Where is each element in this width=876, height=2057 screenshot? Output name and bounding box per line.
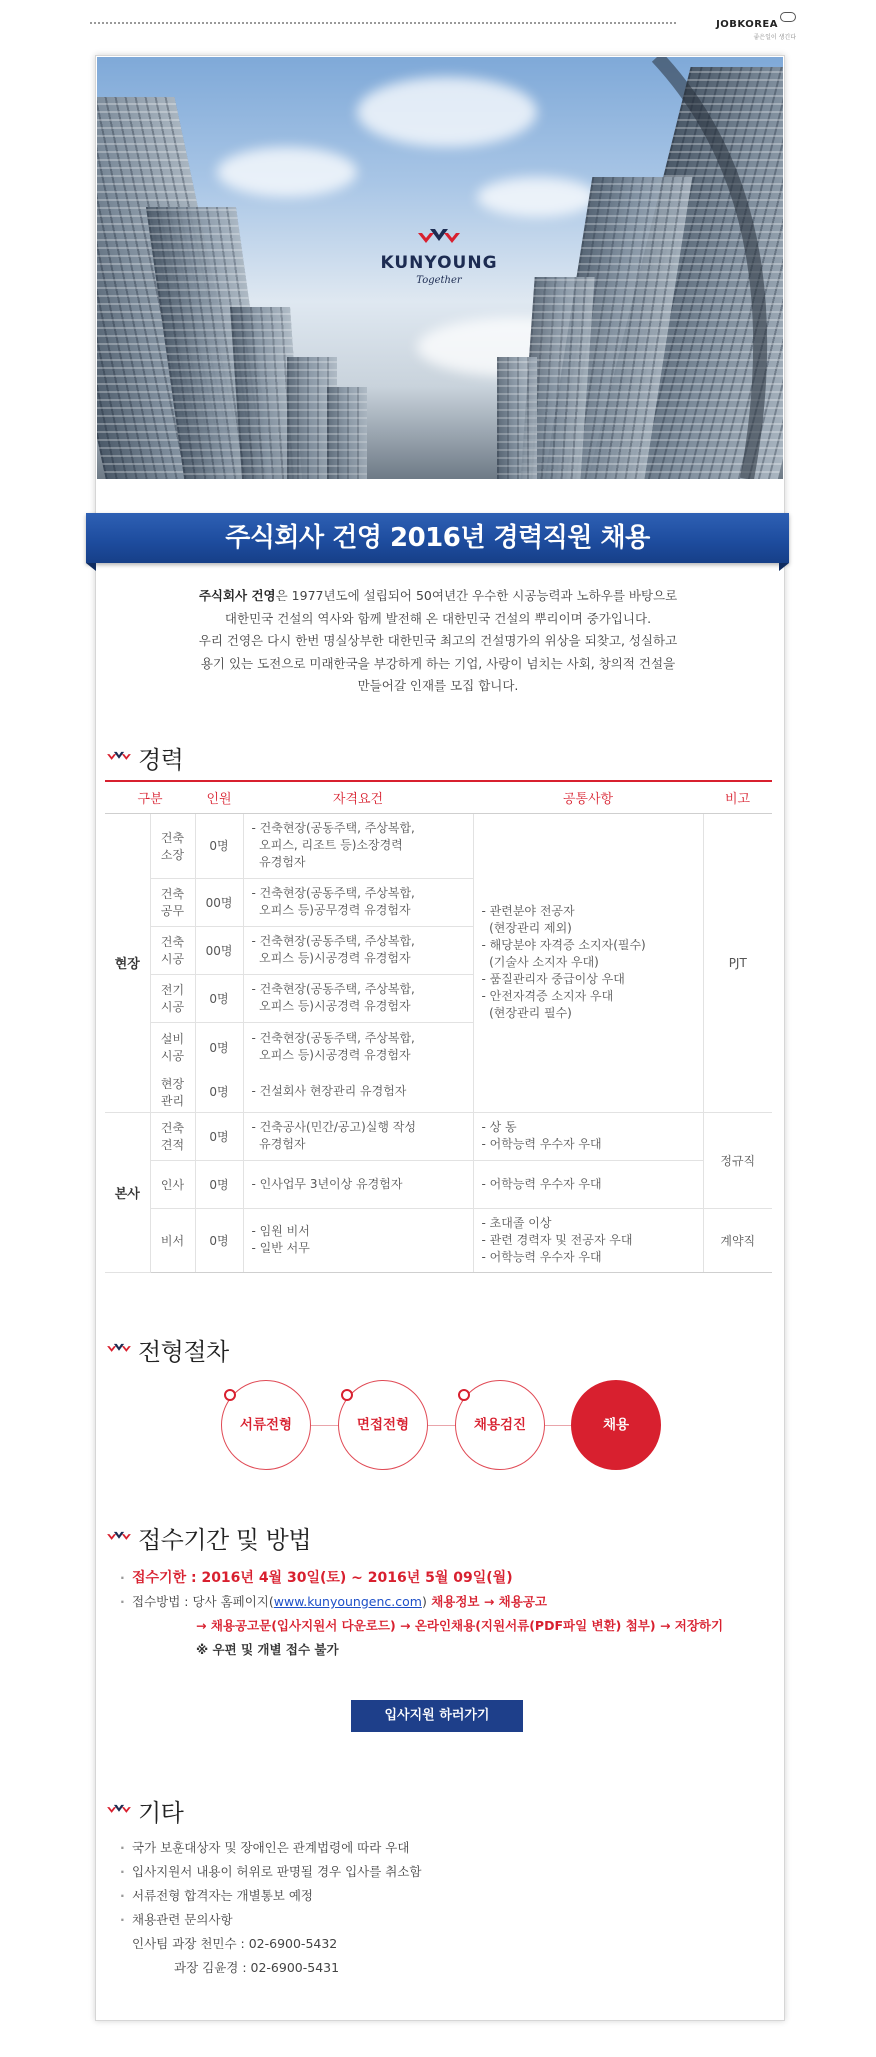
cell-req: - 건축공사(민간/공고)실행 작성 유경험자: [243, 1112, 473, 1160]
cell-part: 현장 관리: [150, 1072, 195, 1112]
cell-part: 전기 시공: [150, 974, 195, 1022]
step-dot-icon: [341, 1389, 353, 1401]
section-career-heading: [106, 742, 183, 772]
cell-req: - 건축현장(공동주택, 주상복합, 오피스 등)시공경력 유경험자: [243, 1022, 473, 1072]
step-dot-icon: [458, 1389, 470, 1401]
cell-req: - 인사업무 3년이상 유경험자: [243, 1160, 473, 1208]
col-header-count: 인원: [195, 781, 243, 813]
cell-req: - 건축현장(공동주택, 주상복합, 오피스, 리조트 등)소장경력 유경험자: [243, 813, 473, 878]
career-table: [105, 780, 772, 1273]
col-header-req: 자격요건: [243, 781, 473, 813]
table-row: [105, 1112, 772, 1160]
table-header-row: [105, 781, 772, 813]
apply-method-label: 접수방법 : 당사 홈페이지(: [132, 1594, 274, 1609]
apply-button[interactable]: 입사지원 하러가기: [351, 1700, 523, 1732]
apply-period-label: 접수기한 :: [132, 1570, 202, 1586]
apply-method-path2: → 채용공고문(입사지원서 다운로드) → 온라인채용(지원서류(PDF파일 변환) 첨부) → 저장하기: [196, 1618, 724, 1633]
intro-line4: 용기 있는 도전으로 미래한국을 부강하게 하는 기업, 사랑이 넘치는 사회, 창의적 건설을: [200, 655, 676, 671]
top-header: [90, 12, 796, 41]
jobkorea-logo-name: JOBKOREA: [716, 19, 778, 30]
table-row: [105, 813, 772, 878]
intro-company: 주식회사 건영: [198, 588, 276, 603]
cell-part: 인사: [150, 1160, 195, 1208]
section-career-title: 경력: [138, 745, 184, 774]
cell-site-note: PJT: [703, 813, 772, 1112]
cell-req: - 건축현장(공동주택, 주상복합, 오피스 등)시공경력 유경험자: [243, 974, 473, 1022]
cell-part: 건축 소장: [150, 813, 195, 878]
step-label: 서류전형: [239, 1417, 293, 1433]
kunyoung-mark-icon: [106, 1530, 132, 1544]
cell-req: - 건축현장(공동주택, 주상복합, 오피스 등)공무경력 유경험자: [243, 878, 473, 926]
cell-count: 00명: [195, 878, 243, 926]
cell-part: 비서: [150, 1208, 195, 1272]
step-label: 채용검진: [473, 1417, 527, 1433]
cell-count: 0명: [195, 813, 243, 878]
kunyoung-mark-icon: [106, 750, 132, 764]
cell-count: 0명: [195, 1072, 243, 1112]
jobkorea-logo[interactable]: [680, 12, 796, 41]
kunyoung-mark-icon: [106, 1342, 132, 1356]
cell-regular-note: 정규직: [703, 1112, 772, 1208]
contact-line-2: 과장 김윤경 : 02-6900-5431: [174, 1960, 340, 1975]
step-connector: [545, 1425, 573, 1426]
cell-count: 0명: [195, 1022, 243, 1072]
section-etc-heading: [106, 1795, 183, 1825]
kunyoung-mark-icon: [106, 1803, 132, 1817]
step-connector: [428, 1425, 456, 1426]
step-hire: [571, 1380, 661, 1470]
cell-req: - 임원 비서 - 일반 서무: [243, 1208, 473, 1272]
list-item: · 서류전형 합격자는 개별통보 예정: [118, 1884, 758, 1908]
page-title: 주식회사 건영 2016년 경력직원 채용: [86, 513, 789, 563]
apply-period-value: 2016년 4월 30일(토) ~ 2016년 5월 09일(월): [201, 1570, 513, 1586]
cell-req: - 건설회사 현장관리 유경험자: [243, 1072, 473, 1112]
kunyoung-mark-icon: [416, 227, 462, 249]
intro-line3: 우리 건영은 다시 한번 명실상부한 대한민국 최고의 건설명가의 위상을 되찾고, 성실하고: [198, 633, 678, 648]
cell-common: - 어학능력 우수자 우대: [473, 1160, 703, 1208]
cell-part: 건축 시공: [150, 926, 195, 974]
step-dot-icon: [224, 1389, 236, 1401]
process-steps: [221, 1380, 661, 1470]
apply-method: [118, 1590, 758, 1614]
col-header-part: 구분: [105, 781, 195, 813]
cell-site-common: - 관련분야 전공자 (현장관리 제외) - 해당분야 자격증 소지자(필수) (기술사 소지자 우대) - 품질관리자 중급이상 우대 - 안전자격증 소지자 우대 (현장관리 필수): [473, 813, 703, 1112]
list-item: · 채용관련 문의사항: [118, 1908, 758, 1932]
cell-count: 0명: [195, 1208, 243, 1272]
homepage-link[interactable]: www.kunyoungenc.com: [273, 1594, 422, 1609]
cell-count: 0명: [195, 1112, 243, 1160]
intro-line5: 만들어갈 인재를 모집 합니다.: [357, 678, 519, 693]
kunyoung-brand: KUNYOUNG: [380, 253, 498, 273]
step-label: 면접전형: [356, 1417, 410, 1433]
hero-image: [97, 57, 783, 479]
apply-period: [118, 1566, 758, 1590]
cell-count: 0명: [195, 974, 243, 1022]
group-site: 현장: [105, 813, 150, 1112]
section-etc-title: 기타: [138, 1798, 184, 1827]
cell-common: - 상 동 - 어학능력 우수자 우대: [473, 1112, 703, 1160]
jobkorea-slogan: 좋은일이 생긴다: [753, 34, 796, 41]
section-process-title: 전형절차: [138, 1337, 229, 1366]
section-process-heading: [106, 1334, 229, 1364]
group-hq: 본사: [105, 1112, 150, 1272]
kunyoung-tagline: Together: [416, 275, 462, 286]
apply-method-path1: 채용정보 → 채용공고: [426, 1594, 547, 1609]
etc-info: [118, 1836, 758, 1980]
cell-part: 건축 공무: [150, 878, 195, 926]
cell-common: - 초대졸 이상 - 관련 경력자 및 전공자 우대 - 어학능력 우수자 우대: [473, 1208, 703, 1272]
col-header-common: 공통사항: [473, 781, 703, 813]
list-item: · 입사지원서 내용이 허위로 판명될 경우 입사를 취소함: [118, 1860, 758, 1884]
col-header-note: 비고: [703, 781, 772, 813]
step-interview: [338, 1380, 428, 1470]
step-checkup: [455, 1380, 545, 1470]
intro-line2: 대한민국 건설의 역사와 함께 발전해 온 대한민국 건설의 뿌리이며 중가입니다.: [224, 610, 652, 626]
cell-count: 00명: [195, 926, 243, 974]
cell-count: 0명: [195, 1160, 243, 1208]
list-item: · 국가 보훈대상자 및 장애인은 관계법령에 따라 우대: [118, 1836, 758, 1860]
apply-notice: ※ 우편 및 개별 접수 불가: [196, 1642, 339, 1657]
step-connector: [311, 1425, 339, 1426]
section-apply-title: 접수기간 및 방법: [138, 1525, 312, 1554]
table-row: [105, 1160, 772, 1208]
cell-req: - 건축현장(공동주택, 주상복합, 오피스 등)시공경력 유경험자: [243, 926, 473, 974]
intro-line1: 은 1977년도에 설립되어 50여년간 우수한 시공능력과 노하우를 바탕으로: [275, 588, 678, 603]
cell-part: 설비 시공: [150, 1022, 195, 1072]
kunyoung-logo: [369, 227, 509, 286]
cell-contract-note: 계약직: [703, 1208, 772, 1272]
cell-part: 건축 견적: [150, 1112, 195, 1160]
intro-text: [120, 585, 756, 698]
table-row: [105, 1208, 772, 1272]
apply-method-close: ): [421, 1594, 427, 1609]
speech-bubble-icon: [780, 12, 796, 22]
apply-info: [118, 1566, 758, 1662]
contact-line-1: 인사팀 과장 천민수 : 02-6900-5432: [132, 1936, 338, 1951]
dotted-divider: [90, 22, 676, 24]
step-label: 채용: [602, 1417, 630, 1433]
section-apply-heading: [106, 1522, 311, 1552]
step-document: [221, 1380, 311, 1470]
